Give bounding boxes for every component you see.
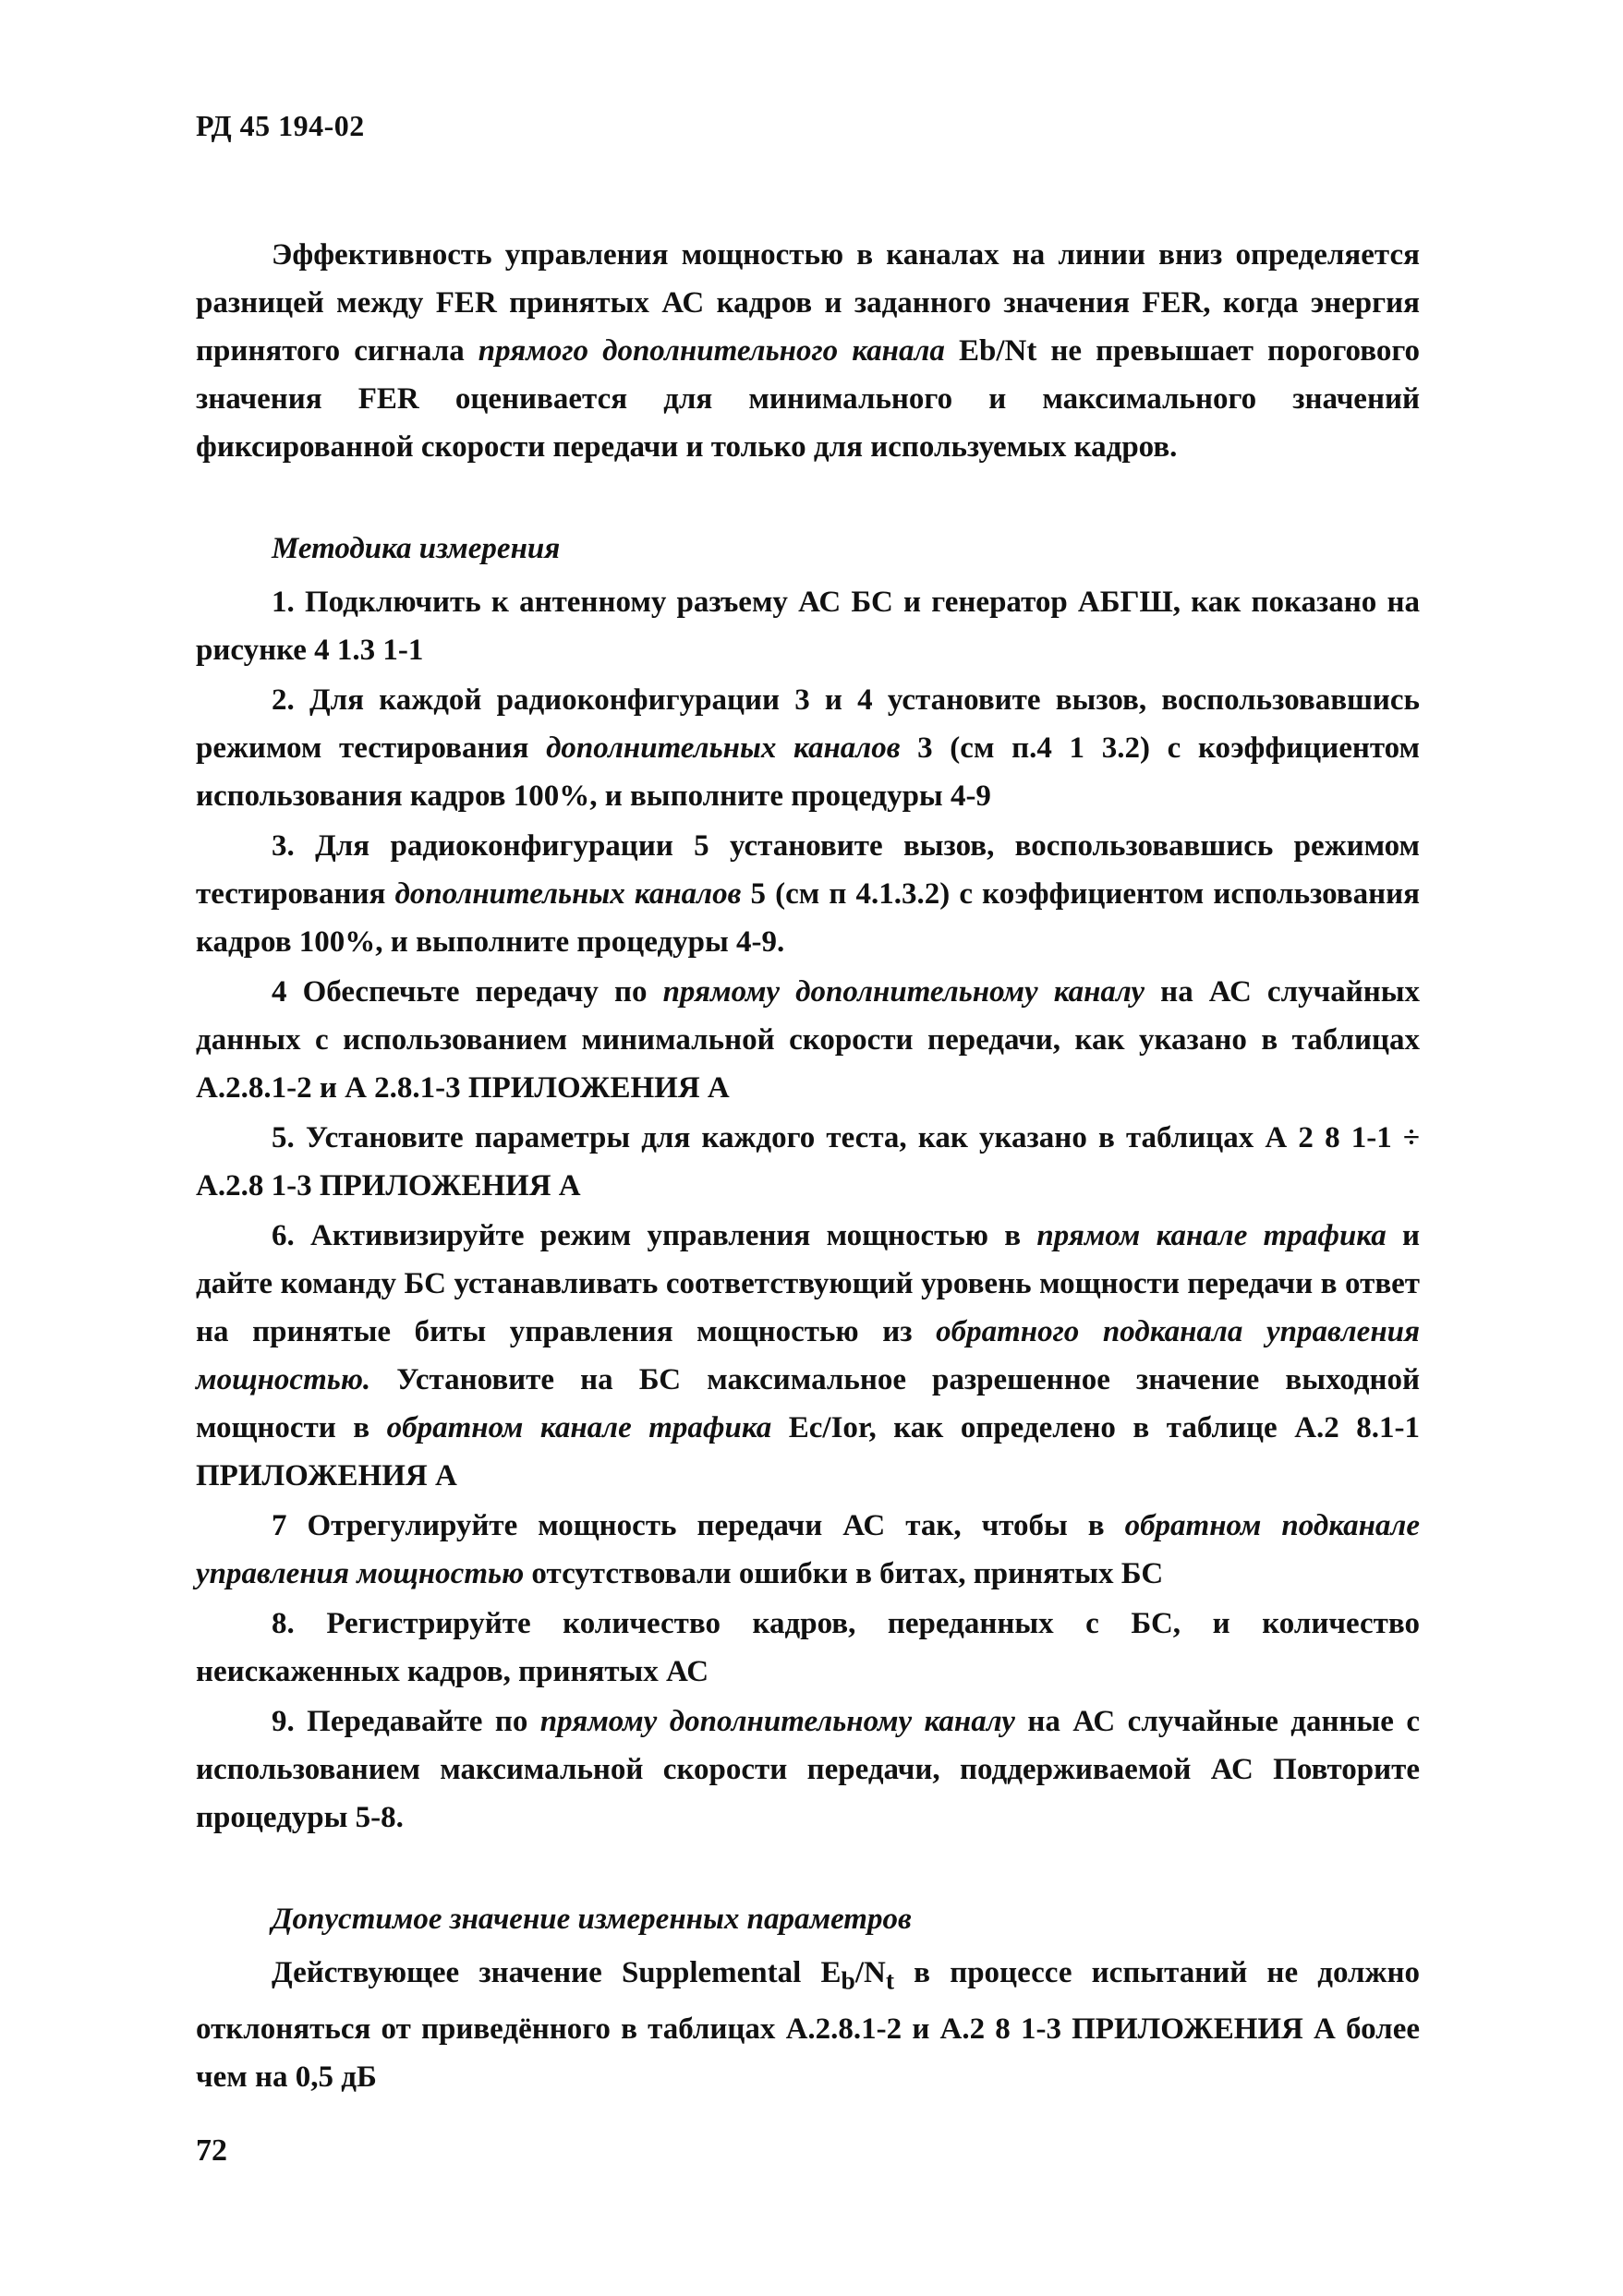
emphasis: обратном канале трафика (386, 1411, 772, 1444)
method-step-3: 3. Для радиоконфигурации 5 установите вызов, воспользовавшись режимом тестирования дополнительных каналов 5 (см п 4.1.3.2) с коэффициентом использования кадров 100%, и выполните процедуры 4-9. (196, 829, 1420, 959)
method-step-4: 4 Обеспечьте передачу по прямому дополнительному каналу на АС случайных данных с использованием минимальной скорости передачи, как указано в таблицах А.2.8.1-2 и А 2.8.1-3 ПРИЛОЖЕНИЯ А (196, 975, 1420, 1105)
document-code: РД 45 194-02 (196, 109, 365, 142)
page-number: 72 (196, 2133, 227, 2168)
method-heading: Методика измерения (272, 532, 561, 565)
method-step-5: 5. Установите параметры для каждого теста, как указано в таблицах А 2 8 1-1 ÷ А.2.8 1-3 ПРИЛОЖЕНИЯ А (196, 1121, 1420, 1202)
intro-paragraph: Эффективность управления мощностью в каналах на линии вниз определяется разницей между FER принятых АС кадров и заданного значения FER, когда энергия принятого сигнала прямого дополнительного канала Eb/Nt не превышает порогового значения FER оценивается для минимального и максимального значений фиксированной скорости передачи и только для используемых кадров. (196, 238, 1420, 464)
emphasis: дополнительных каналов (546, 731, 901, 765)
emphasis: прямом канале трафика (1036, 1219, 1387, 1252)
method-step-2: 2. Для каждой радиоконфигурации 3 и 4 установите вызов, воспользовавшись режимом тестирования дополнительных каналов 3 (см п.4 1 3.2) с коэффициентом использования кадров 100%, и выполните процедуры 4-9 (196, 683, 1420, 813)
method-step-9: 9. Передавайте по прямому дополнительному каналу на АС случайные данные с использованием максимальной скорости передачи, поддерживаемой АС Повторите процедуры 5-8. (196, 1705, 1420, 1834)
document-body (196, 231, 1420, 2101)
acceptable-heading: Допустимое значение измеренных параметров (272, 1903, 912, 1936)
method-step-7: 7 Отрегулируйте мощность передачи АС так, чтобы в обратном подканале управления мощностью отсутствовали ошибки в битах, принятых БС (196, 1509, 1420, 1590)
emphasis: прямого дополнительного канала (478, 334, 945, 368)
method-step-8: 8. Регистрируйте количество кадров, переданных с БС, и количество неискаженных кадров, принятых АС (196, 1607, 1420, 1688)
method-step-1: 1. Подключить к антенному разъему АС БС и генератор АБГШ, как показано на рисунке 4 1.3 1-1 (196, 586, 1420, 667)
acceptable-paragraph: Действующее значение Supplemental $E_b/N_t$ в процессе испытаний не должно отклоняться от приведённого в таблицах А.2.8.1-2 и А.2 8 1-3 ПРИЛОЖЕНИЯ А более чем на 0,5 дБ (196, 1956, 1420, 2094)
emphasis: обратном подканале управления мощностью (196, 1509, 1420, 1590)
emphasis: обратного подканала управления мощностью. (196, 1315, 1420, 1396)
emphasis: прямому дополнительному каналу (539, 1705, 1015, 1738)
method-step-6: 6. Активизируйте режим управления мощностью в прямом канале трафика и дайте команду БС устанавливать соответствующий уровень мощности передачи в ответ на принятые биты управления мощностью из обратного подканала управления мощностью. Установите на БС максимальное разрешенное значение выходной мощности в обратном канале трафика Ec/Ior, как определено в таблице А.2 8.1-1 ПРИЛОЖЕНИЯ А (196, 1219, 1421, 1492)
emphasis: дополнительных каналов (394, 877, 742, 911)
emphasis: прямому дополнительному каналу (662, 975, 1145, 1009)
